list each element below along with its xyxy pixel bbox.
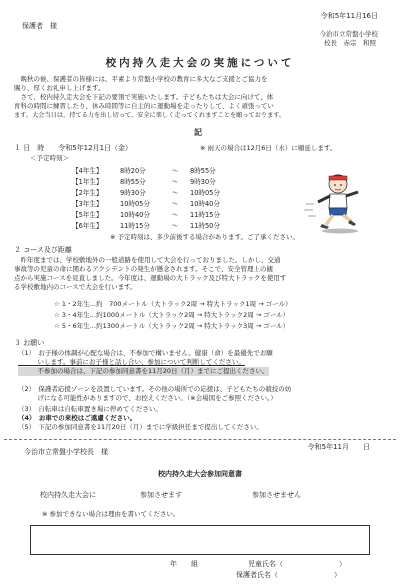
form-date: 令和5年11月 日 <box>307 443 370 451</box>
tilde: ～ <box>171 222 179 230</box>
child-name-field[interactable]: 児童氏名（ ） <box>248 560 346 568</box>
grade-label: 【1年生】 <box>72 178 103 186</box>
course-line: 昨年度までは、学校敷地外の一般道路を使用して大会を行っておりました。しかし、交通 <box>14 256 281 264</box>
form-recipient: 今治市立常盤小学校長 様 <box>24 448 108 456</box>
form-title: 校内持久走大会参加同意書 <box>158 470 242 478</box>
letter-recipient: 保護者 様 <box>22 22 57 30</box>
schedule-row <box>72 189 220 198</box>
guardian-name-field[interactable]: 保護者氏名（ ） <box>236 571 341 579</box>
schedule-row <box>72 222 220 231</box>
end-time: 10時05分 <box>190 189 220 197</box>
course-line: 事故等の児童の命に関わるアクシデントの発生が懸念されます。そこで、安全管理上の観 <box>14 265 274 273</box>
start-time: 9時30分 <box>120 189 146 197</box>
request-line: （3） 自転車は自転車置き場に停めてください。 <box>18 405 162 413</box>
request-line: げになる可能性がありますので、お控えください。（※会場図をご参照ください。） <box>18 394 277 402</box>
time-note: ※ 予定時刻は、多少前後する場合があります。ご了承ください。 <box>110 233 299 241</box>
end-time: 10時40分 <box>190 200 220 208</box>
form-label: 校内持久走大会に <box>40 491 96 499</box>
end-time: 11時50分 <box>190 222 220 230</box>
requests-heading: ３ お願い <box>14 339 45 347</box>
end-time: 9時30分 <box>190 178 216 186</box>
rain-note: ※ 雨天の場合は12月6日（水）に順延します。 <box>200 144 337 152</box>
request-line: いします。事前にお子様と話し合い、参加について判断してください。 <box>18 358 245 366</box>
end-time: 11時15分 <box>190 211 220 219</box>
intro-line: さて、校内持久走大会を下記の要領で実施いたします。子どもたちは大会に向けて、体 <box>14 93 274 101</box>
request-line: （1） お子様の体調が心配な場合は、不参加で構いません。健康（命）を最優先でお願 <box>18 349 273 357</box>
course-heading: ２ コース及び距離 <box>14 246 72 254</box>
principal-name: 校長 赤宗 和照 <box>324 39 376 47</box>
start-time: 10時40分 <box>120 211 150 219</box>
cut-line <box>4 439 396 440</box>
intro-line: 晩秋の候、保護者の皆様には、平素より常盤小学校の教育に多大なご支援とご協力を <box>14 75 268 83</box>
letter-title: 校内持久走大会の実施について <box>105 57 295 69</box>
grade-class-label: 年 組 <box>170 560 198 568</box>
letter-date: 令和5年11月16日 <box>320 12 378 20</box>
request-line: （4） お車での来校はご遠慮ください。 <box>18 414 137 422</box>
tilde: ～ <box>171 211 179 219</box>
start-time: 8時55分 <box>120 178 146 186</box>
intro-line: ます。大会当日は、持てる力を出し切って、安全に楽しく走ってくれますことを願っております。 <box>14 112 286 119</box>
grade-label: 【4年生】 <box>72 167 103 175</box>
schedule-heading: １ 日 時 令和5年12月1日（金） <box>14 144 133 152</box>
start-time: 10時05分 <box>120 200 150 208</box>
request-line: 不参加の場合は、下記の参加同意書を11月20日（月）までにご提出ください。 <box>18 367 269 375</box>
schedule-row <box>72 200 220 209</box>
route-item: ☆ 1・2年生…約 700メートル（大トラック2周 → 特大トラック1周 → ゴール） <box>54 300 292 308</box>
tilde: ～ <box>171 167 179 175</box>
route-item: ☆ 3・4年生…約1000メートル（大トラック2周 → 特大トラック2周 → ゴール） <box>54 311 290 319</box>
request-line: （5） 下記の参加同意書を11月20日（月）までに学級担任まで提出してください。 <box>18 423 263 431</box>
tilde: ～ <box>171 200 179 208</box>
tilde: ～ <box>171 178 179 186</box>
start-time: 8時20分 <box>120 167 146 175</box>
course-line: 点から実施コースを見直しました。今年度は、運動場の大トラック及び特大トラックを使用す <box>14 274 287 282</box>
grade-label: 【3年生】 <box>72 200 103 208</box>
ki-mark: 記 <box>194 128 202 137</box>
school-name: 今治市立常盤小学校 <box>319 30 378 38</box>
schedule-subheading: ＜予定時刻＞ <box>30 154 69 162</box>
intro-line: 賜り、厚くお礼申し上げます。 <box>14 84 105 92</box>
schedule-row <box>72 178 216 187</box>
intro-line: 育科の時間に練習したり、休み時間等に自主的に運動場を走ったりして、よく頑張ってい <box>14 102 274 110</box>
schedule-row <box>72 167 216 176</box>
grade-label: 【6年生】 <box>72 222 103 230</box>
grade-label: 【2年生】 <box>72 189 103 197</box>
grade-label: 【5年生】 <box>72 211 103 219</box>
end-time: 8時55分 <box>190 167 216 175</box>
not-participate-option[interactable]: 参加させません <box>252 491 301 499</box>
course-line: る学校敷地内のコースで大会を行います。 <box>14 283 137 291</box>
runner-illustration <box>300 172 370 234</box>
start-time: 11時15分 <box>120 222 150 230</box>
tilde: ～ <box>171 189 179 197</box>
route-item: ☆ 5・6年生…約1300メートル（大トラック2周 → 特大トラック3周 → ゴール） <box>54 322 290 330</box>
schedule-row <box>72 211 220 220</box>
reason-note: ※ 参加できない場合は理由を書いてください。 <box>42 510 180 518</box>
request-line: （2） 保護者応援ゾーンを設置しています。その他の場所での応援は、子どもたちの競技の妨 <box>18 385 292 393</box>
runner-icon <box>304 175 358 234</box>
reason-field[interactable] <box>30 525 370 555</box>
participate-option[interactable]: 参加させます <box>140 491 182 499</box>
